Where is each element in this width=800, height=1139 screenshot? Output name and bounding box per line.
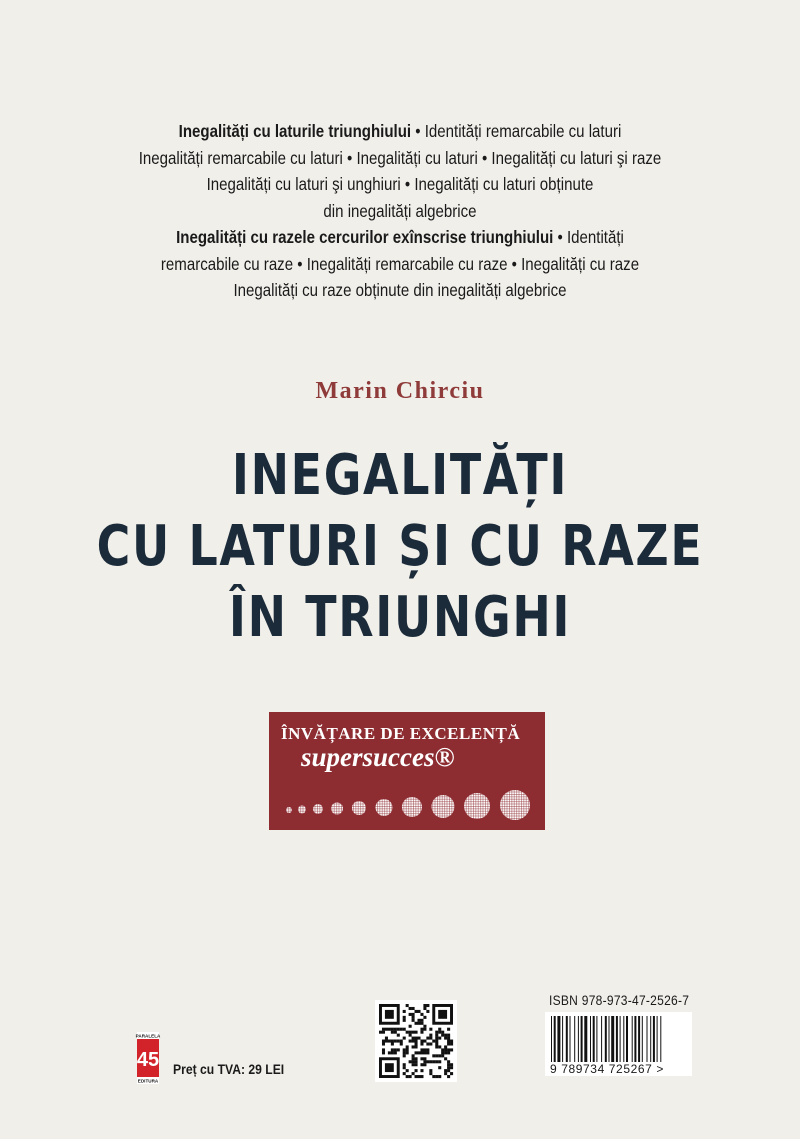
- title-line-1: INEGALITĂȚI: [231, 443, 569, 508]
- qr-code-icon: [375, 1000, 457, 1082]
- book-title: [0, 440, 800, 653]
- author-name: Marin Chirciu: [315, 378, 485, 404]
- title-line-3: ÎN TRIUNGHI: [228, 585, 572, 650]
- logo-bottom-text: EDITURA: [137, 1078, 159, 1084]
- contents-line: Inegalități cu razele cercurilor exînscrise triunghiului • Identități: [176, 227, 624, 247]
- series-badge: [269, 712, 545, 830]
- contents-line: Inegalități cu raze obținute din inegalități algebrice: [233, 280, 567, 300]
- logo-number: 45: [136, 1049, 160, 1071]
- title-line-2: CU LATURI ȘI CU RAZE: [96, 514, 704, 579]
- barcode: [545, 1012, 692, 1076]
- contents-list: [90, 118, 709, 304]
- contents-line: Inegalități remarcabile cu laturi • Inegalități cu laturi • Inegalități cu laturi şi raze: [138, 147, 662, 168]
- barcode-digits: 9 789734 725267 >: [550, 1062, 664, 1076]
- halftone-dots-icon: [281, 782, 541, 826]
- badge-line-1: ÎNVĂȚARE DE EXCELENȚĂ: [281, 724, 521, 743]
- contents-line: din inegalități algebrice: [323, 200, 477, 221]
- price-label: Preț cu TVA: 29 LEI: [173, 1062, 285, 1077]
- badge-line-2: supersucces®: [301, 742, 455, 772]
- contents-line: Inegalități cu laturi şi unghiuri • Inegalități cu laturi obținute: [206, 174, 594, 194]
- paralela-45-logo: [137, 1032, 159, 1084]
- logo-top-text: PARALELA: [135, 1033, 161, 1039]
- contents-line: remarcabile cu raze • Inegalități remarcabile cu raze • Inegalități cu raze: [160, 253, 640, 274]
- contents-line: Inegalități cu laturile triunghiului • Identități remarcabile cu laturi: [178, 121, 622, 141]
- isbn-label: ISBN 978-973-47-2526-7: [549, 992, 690, 1008]
- barcode-bars-icon: [545, 1016, 692, 1068]
